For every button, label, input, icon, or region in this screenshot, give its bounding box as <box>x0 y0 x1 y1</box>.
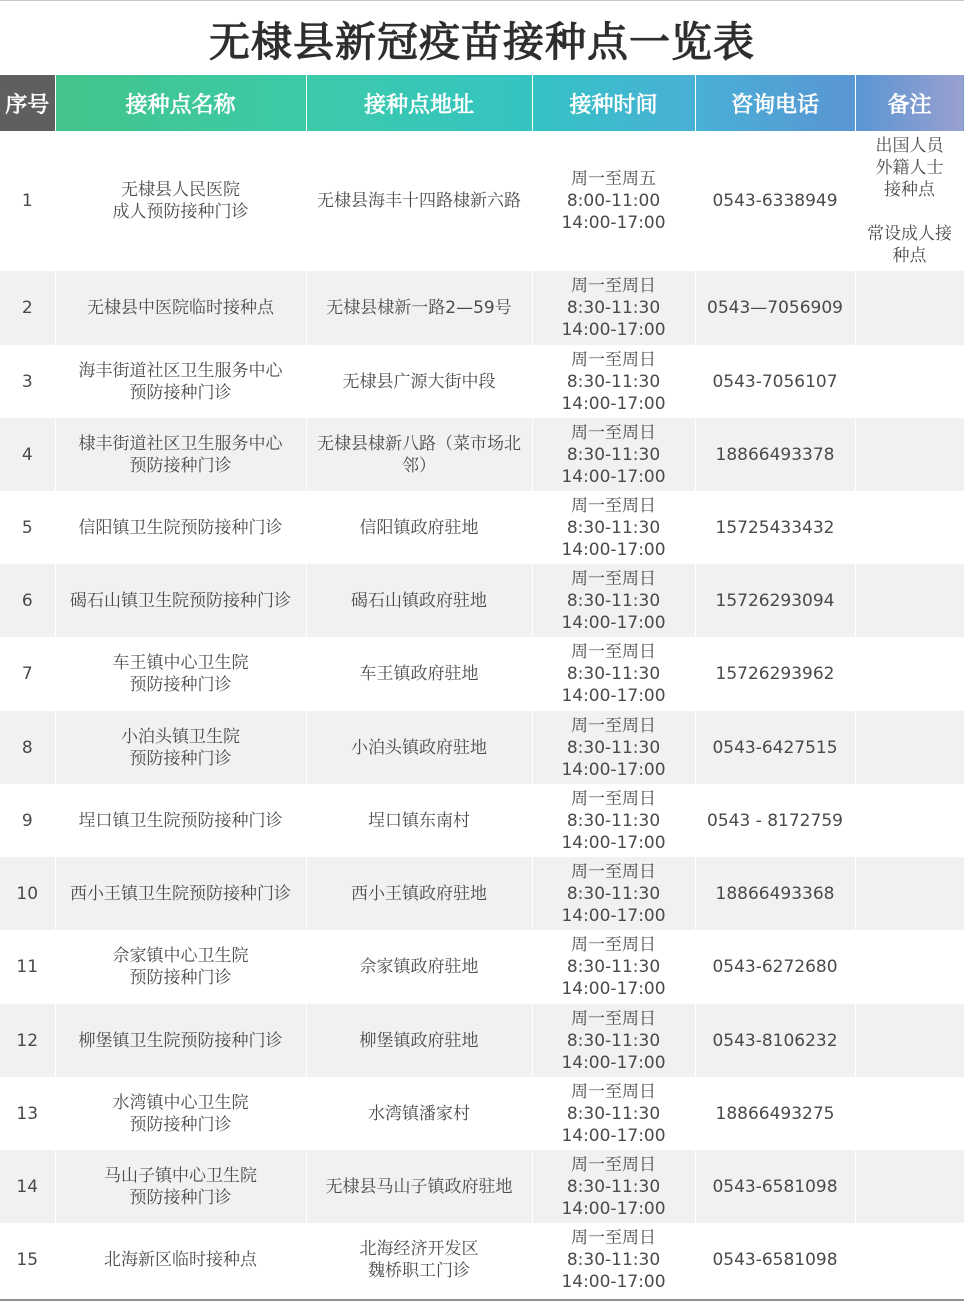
site-address-cell: 西小王镇政府驻地 <box>306 857 532 930</box>
site-address-cell: 水湾镇潘家村 <box>306 1077 532 1150</box>
site-address-cell: 无棣县广源大街中段 <box>306 345 532 418</box>
header-vaccination-time: 接种时间 <box>532 75 695 131</box>
vaccination-sites-table <box>0 75 964 1296</box>
remarks-cell <box>855 345 964 418</box>
site-name-cell: 马山子镇中心卫生院 预防接种门诊 <box>55 1150 306 1223</box>
row-number-cell: 4 <box>0 418 55 491</box>
vaccination-time-cell: 周一至周日 8:30-11:30 14:00-17:00 <box>532 345 695 418</box>
site-address-cell: 柳堡镇政府驻地 <box>306 1004 532 1077</box>
vaccination-time-cell: 周一至周日 8:30-11:30 14:00-17:00 <box>532 637 695 711</box>
phone-number-cell: 0543-6338949 <box>695 131 855 271</box>
table-row <box>0 930 964 1004</box>
site-address-cell: 碣石山镇政府驻地 <box>306 564 532 637</box>
remarks-cell <box>855 418 964 491</box>
phone-number-cell: 0543-6272680 <box>695 930 855 1004</box>
site-address-cell: 无棣县棣新一路2—59号 <box>306 271 532 345</box>
vaccination-time-cell: 周一至周日 8:30-11:30 14:00-17:00 <box>532 491 695 564</box>
title-bar <box>0 0 964 75</box>
remarks-cell <box>855 1004 964 1077</box>
phone-number-cell: 0543-6581098 <box>695 1223 855 1296</box>
remarks-cell <box>855 491 964 564</box>
vaccination-time-cell: 周一至周日 8:30-11:30 14:00-17:00 <box>532 784 695 857</box>
table-row <box>0 345 964 418</box>
phone-number-cell: 15725433432 <box>695 491 855 564</box>
remarks-cell <box>855 930 964 1004</box>
page-title: 无棣县新冠疫苗接种点一览表 <box>209 17 755 66</box>
remarks-cell <box>855 564 964 637</box>
site-address-cell: 小泊头镇政府驻地 <box>306 711 532 784</box>
phone-number-cell: 0543-6427515 <box>695 711 855 784</box>
row-number-cell: 3 <box>0 345 55 418</box>
site-name-cell: 无棣县中医院临时接种点 <box>55 271 306 345</box>
row-number-cell: 11 <box>0 930 55 1004</box>
vaccination-time-cell: 周一至周日 8:30-11:30 14:00-17:00 <box>532 1004 695 1077</box>
vaccination-time-cell: 周一至周日 8:30-11:30 14:00-17:00 <box>532 271 695 345</box>
phone-number-cell: 0543-6581098 <box>695 1150 855 1223</box>
row-number-cell: 14 <box>0 1150 55 1223</box>
site-address-cell: 信阳镇政府驻地 <box>306 491 532 564</box>
table-row <box>0 1150 964 1223</box>
row-number-cell: 10 <box>0 857 55 930</box>
header-site-name: 接种点名称 <box>55 75 306 131</box>
site-name-cell: 水湾镇中心卫生院 预防接种门诊 <box>55 1077 306 1150</box>
site-address-cell: 无棣县海丰十四路棣新六路 <box>306 131 532 271</box>
table-row <box>0 418 964 491</box>
row-number-cell: 9 <box>0 784 55 857</box>
table-row <box>0 711 964 784</box>
header-site-address: 接种点地址 <box>306 75 532 131</box>
table-row <box>0 637 964 711</box>
phone-number-cell: 15726293094 <box>695 564 855 637</box>
row-number-cell: 6 <box>0 564 55 637</box>
site-name-cell: 碣石山镇卫生院预防接种门诊 <box>55 564 306 637</box>
vaccination-time-cell: 周一至周日 8:30-11:30 14:00-17:00 <box>532 1150 695 1223</box>
header-number: 序号 <box>0 75 55 131</box>
site-name-cell: 棣丰街道社区卫生服务中心 预防接种门诊 <box>55 418 306 491</box>
table-row <box>0 784 964 857</box>
site-name-cell: 西小王镇卫生院预防接种门诊 <box>55 857 306 930</box>
remarks-cell: 出国人员 外籍人士 接种点 常设成人接 种点 <box>855 131 964 271</box>
site-address-cell: 无棣县棣新八路（菜市场北 邻） <box>306 418 532 491</box>
table-row <box>0 1004 964 1077</box>
vaccination-time-cell: 周一至周日 8:30-11:30 14:00-17:00 <box>532 930 695 1004</box>
remarks-cell <box>855 271 964 345</box>
vaccination-time-cell: 周一至周日 8:30-11:30 14:00-17:00 <box>532 1223 695 1296</box>
row-number-cell: 13 <box>0 1077 55 1150</box>
remarks-cell <box>855 784 964 857</box>
row-number-cell: 2 <box>0 271 55 345</box>
phone-number-cell: 18866493275 <box>695 1077 855 1150</box>
site-address-cell: 北海经济开发区 魏桥职工门诊 <box>306 1223 532 1296</box>
table-row <box>0 1223 964 1296</box>
site-address-cell: 无棣县马山子镇政府驻地 <box>306 1150 532 1223</box>
header-phone: 咨询电话 <box>695 75 855 131</box>
remarks-cell <box>855 1077 964 1150</box>
vaccination-time-cell: 周一至周日 8:30-11:30 14:00-17:00 <box>532 711 695 784</box>
row-number-cell: 5 <box>0 491 55 564</box>
table-header-row <box>0 75 964 131</box>
site-address-cell: 佘家镇政府驻地 <box>306 930 532 1004</box>
remarks-cell <box>855 1223 964 1296</box>
phone-number-cell: 0543-8106232 <box>695 1004 855 1077</box>
row-number-cell: 8 <box>0 711 55 784</box>
site-name-cell: 信阳镇卫生院预防接种门诊 <box>55 491 306 564</box>
phone-number-cell: 0543-7056107 <box>695 345 855 418</box>
remarks-cell <box>855 711 964 784</box>
remarks-cell <box>855 637 964 711</box>
site-name-cell: 柳堡镇卫生院预防接种门诊 <box>55 1004 306 1077</box>
site-name-cell: 车王镇中心卫生院 预防接种门诊 <box>55 637 306 711</box>
phone-number-cell: 15726293962 <box>695 637 855 711</box>
table-body <box>0 131 964 1296</box>
site-name-cell: 无棣县人民医院 成人预防接种门诊 <box>55 131 306 271</box>
site-name-cell: 海丰街道社区卫生服务中心 预防接种门诊 <box>55 345 306 418</box>
header-remarks: 备注 <box>855 75 964 131</box>
vaccination-time-cell: 周一至周日 8:30-11:30 14:00-17:00 <box>532 418 695 491</box>
vaccination-time-cell: 周一至周日 8:30-11:30 14:00-17:00 <box>532 1077 695 1150</box>
table-row <box>0 1077 964 1150</box>
site-address-cell: 车王镇政府驻地 <box>306 637 532 711</box>
vaccination-time-cell: 周一至周五 8:00-11:00 14:00-17:00 <box>532 131 695 271</box>
remarks-cell <box>855 1150 964 1223</box>
phone-number-cell: 0543—7056909 <box>695 271 855 345</box>
table-row <box>0 131 964 271</box>
phone-number-cell: 0543 - 8172759 <box>695 784 855 857</box>
remarks-cell <box>855 857 964 930</box>
site-name-cell: 小泊头镇卫生院 预防接种门诊 <box>55 711 306 784</box>
table-bottom-rule <box>0 1299 964 1301</box>
site-name-cell: 北海新区临时接种点 <box>55 1223 306 1296</box>
site-name-cell: 埕口镇卫生院预防接种门诊 <box>55 784 306 857</box>
site-address-cell: 埕口镇东南村 <box>306 784 532 857</box>
phone-number-cell: 18866493368 <box>695 857 855 930</box>
row-number-cell: 12 <box>0 1004 55 1077</box>
phone-number-cell: 18866493378 <box>695 418 855 491</box>
table-row <box>0 271 964 345</box>
row-number-cell: 15 <box>0 1223 55 1296</box>
table-row <box>0 857 964 930</box>
vaccination-time-cell: 周一至周日 8:30-11:30 14:00-17:00 <box>532 857 695 930</box>
table-row <box>0 491 964 564</box>
row-number-cell: 7 <box>0 637 55 711</box>
row-number-cell: 1 <box>0 131 55 271</box>
vaccination-time-cell: 周一至周日 8:30-11:30 14:00-17:00 <box>532 564 695 637</box>
site-name-cell: 佘家镇中心卫生院 预防接种门诊 <box>55 930 306 1004</box>
table-row <box>0 564 964 637</box>
